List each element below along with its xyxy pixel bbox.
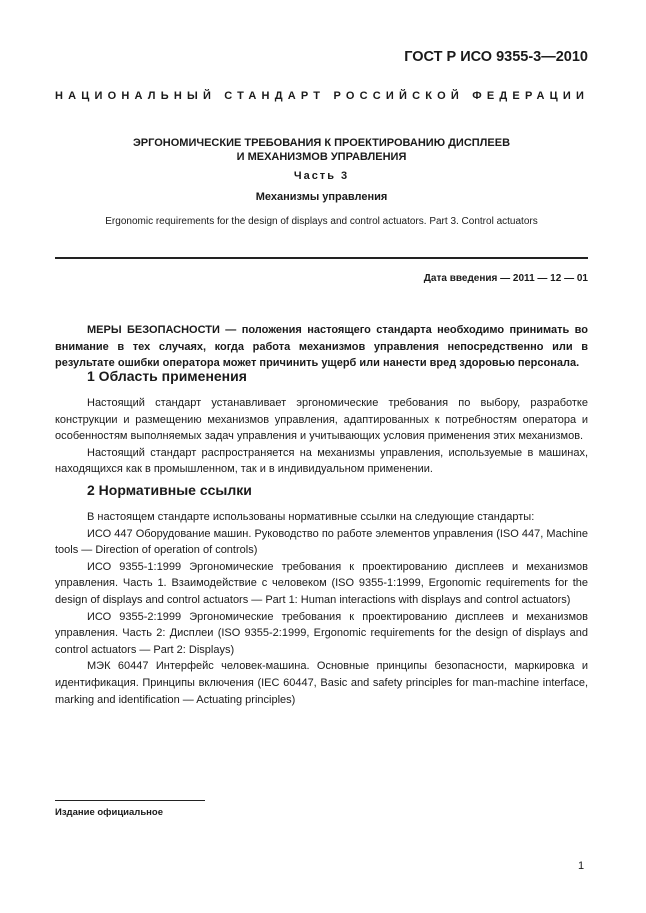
paragraph: Настоящий стандарт устанавливает эргономические требования по выбору, разработке конструкции и размещению механизмов управления, адаптированных к потребностям оператора и особенностям выполняемых задач управления и учитывающих условия применения этих механизмов. — [55, 397, 588, 443]
title-line-2: И МЕХАНИЗМОВ УПРАВЛЕНИЯ — [236, 151, 407, 163]
edition-label: Издание официальное — [55, 807, 163, 818]
reference-iso-9355-1: ИСО 9355-1:1999 Эргономические требования к проектированию дисплеев и механизмов управления. Часть 1. Взаимодействие с человеком (ISO 9355-1:1999, Ergonomic requirements for the design of displays and control actuators — Part 1: Human interactions with displays and control actuators) — [55, 560, 588, 606]
paragraph: В настоящем стандарте использованы нормативные ссылки на следующие стандарты: — [87, 511, 535, 523]
part-label: Часть 3 — [293, 170, 350, 182]
subtitle: Механизмы управления — [255, 191, 388, 203]
page-number: 1 — [578, 860, 585, 872]
national-standard-banner: НАЦИОНАЛЬНЫЙ СТАНДАРТ РОССИЙСКОЙ ФЕДЕРАЦИИ — [55, 90, 590, 102]
paragraph: Настоящий стандарт распространяется на механизмы управления, используемые в машинах, находящихся как в промышленном, так и в индивидуальном применении. — [55, 446, 588, 476]
introduction-date: Дата введения — 2011 — 12 — 01 — [423, 273, 588, 284]
safety-note-text: МЕРЫ БЕЗОПАСНОСТИ — положения настоящего стандарта необходимо принимать во внимание в тех случаях, когда работа механизмов управления непосредственно или в результате ошибки оператора может причинить ущерб или нанести вред здоровью персонала. — [55, 324, 588, 370]
safety-note — [55, 322, 588, 372]
title-divider — [55, 257, 588, 259]
reference-iec-60447: МЭК 60447 Интерфейс человек-машина. Основные принципы безопасности, маркировка и идентификация. Принципы включения (IEC 60447, Basic and safety principles for man-machine interface, marking and identification — Actuating principles) — [55, 660, 588, 706]
section-1-heading: 1 Область применения — [87, 368, 247, 384]
section-2-body — [55, 509, 588, 708]
document-number: ГОСТ Р ИСО 9355-3—2010 — [404, 49, 588, 65]
reference-iso-447: ИСО 447 Оборудование машин. Руководство по работе элементов управления (ISO 447, Machine tools — Direction of operation of controls) — [55, 527, 588, 557]
title-line-1: ЭРГОНОМИЧЕСКИЕ ТРЕБОВАНИЯ К ПРОЕКТИРОВАНИЮ ДИСПЛЕЕВ — [132, 137, 511, 149]
footer-divider — [55, 800, 205, 801]
english-title: Ergonomic requirements for the design of displays and control actuators. Part 3. Control actuators — [105, 216, 538, 227]
section-1-body — [55, 395, 588, 478]
section-2-heading: 2 Нормативные ссылки — [87, 482, 252, 498]
reference-iso-9355-2: ИСО 9355-2:1999 Эргономические требования к проектированию дисплеев и механизмов управления. Часть 2: Дисплеи (ISO 9355-2:1999, Ergonomic requirements for the design of displays and control actuators — Part 2: Displays) — [55, 610, 588, 656]
